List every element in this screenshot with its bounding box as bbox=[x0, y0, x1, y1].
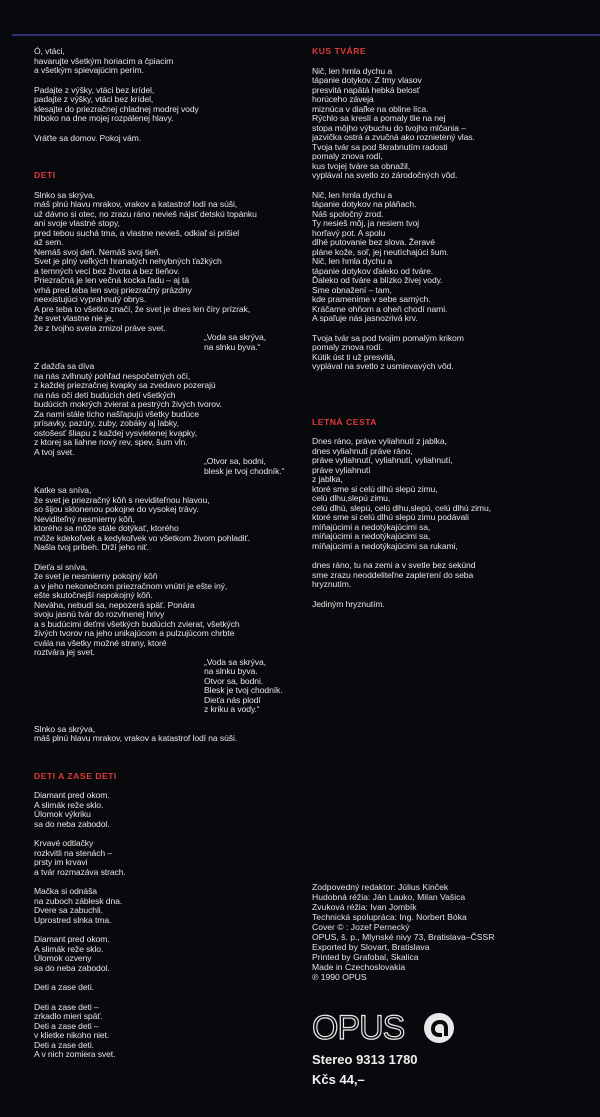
verse-line: A pre teba to všetko značí, že svet je dnes len číry prízrak, bbox=[34, 303, 251, 314]
verse-line: hlboko na dne mojej rozpálenej hlavy. bbox=[34, 113, 174, 123]
verse-line: Dnes ráno, práve vyliahnutí z jablka, bbox=[312, 436, 447, 446]
verse-line: Otvor sa, bodni. bbox=[204, 675, 264, 686]
stanza bbox=[34, 362, 304, 476]
verse-line: a s budúcimi deťmi všetkých budúcich zvierat, všetkých bbox=[34, 618, 240, 629]
credit-line: Hudobná réžia: Ján Lauko, Milan Vašica bbox=[312, 892, 466, 902]
verse-line: máš plnú hlavu mrakov, vrakov a katastrof lodí na súši. bbox=[34, 733, 238, 743]
verse-line: Nič, len hmla dychu a bbox=[312, 189, 393, 200]
verse-line: cvála na všetky možné strany, ktoré bbox=[34, 637, 167, 648]
verse-line: Ty nesieš môj, ja nesiem tvoj bbox=[312, 218, 419, 228]
verse-line: Padajte z výšky, vtáci bez krídel, bbox=[34, 84, 155, 95]
verse-line: dnes ráno, tu na zemi a v svetle bez sekúnd bbox=[312, 560, 476, 570]
verse-line: Krvavé odtlačky bbox=[34, 838, 94, 848]
poem-letna-cesta bbox=[312, 418, 592, 610]
verse-line: a v jeho nekonečnom priezračnom vnútri je ešte iný, bbox=[34, 580, 228, 591]
verse-line: na nás oči detí budúcich detí všetkých bbox=[34, 389, 176, 400]
verse-line: Katke sa sníva, bbox=[34, 485, 92, 495]
verse-line: Deti a zase deti. bbox=[34, 1039, 94, 1050]
verse-line: a všetkým spievajúcim perím. bbox=[34, 65, 144, 75]
credit-line: Cover © : Jozef Pernecký bbox=[312, 922, 410, 932]
stanza bbox=[312, 600, 592, 610]
verse-line: Sme obnažení – tam, bbox=[312, 284, 392, 295]
poem-title-deti: DETI bbox=[34, 170, 56, 180]
verse-line: ostošesť šliapu z každej vysvietenej kvapky, bbox=[34, 427, 197, 438]
verse-line: z každej priezračnej kvapky sa zvedavo pozerajú bbox=[34, 380, 216, 390]
stanza bbox=[34, 47, 304, 76]
verse-line: a temných vecí bez života a bez tieňov. bbox=[34, 265, 180, 276]
verse-line: sme zrazu neoddeliteľne zaplетení do seba bbox=[312, 569, 474, 580]
verse-line: pláne kože, soľ, jej neutíchajúci šum. bbox=[312, 246, 449, 257]
verse-line: budúcich mokrých zvierat a pestrých živých tvorov. bbox=[34, 399, 222, 409]
verse-line: roztvára jej svet. bbox=[34, 647, 95, 657]
left-column bbox=[34, 47, 304, 1070]
verse-line: Ďaleko od tváre a blízko živej vody. bbox=[312, 275, 443, 285]
verse-line: na slnku byva.“ bbox=[204, 341, 261, 352]
credit-line: OPUS, š. p., Mlynské nivy 73, Bratislava–ČSSR bbox=[312, 932, 495, 942]
verse-line: Ó, vtáci, bbox=[34, 46, 65, 56]
verse-line: ani svoje vlastné stopy, bbox=[34, 218, 120, 228]
poem-kus-tvare bbox=[312, 47, 592, 372]
verse-line: A spaľuje nás jasnozrivá krv. bbox=[312, 313, 418, 323]
credit-line: ℗ 1990 OPUS bbox=[312, 972, 367, 982]
stanza bbox=[34, 935, 304, 973]
verse-line: celú dlhu,slepú zimu, bbox=[312, 493, 391, 503]
verse-line: Deti a zase deti. bbox=[34, 982, 94, 992]
verse-line: Uprostred slnka tma. bbox=[34, 914, 112, 925]
verse-line: ktoré sme si celú dlhú slepú zimu podávali bbox=[312, 512, 469, 522]
verse-line: Kráčame ohňom a oheň chodí nami. bbox=[312, 303, 448, 314]
opus-logo bbox=[312, 1008, 462, 1048]
verse-line: tápanie dotykov ďaleko od tváre. bbox=[312, 265, 434, 276]
verse-line: A slimák reže sklo. bbox=[34, 943, 104, 954]
verse-line: Úlomok výkriku bbox=[34, 809, 91, 819]
verse-line: horúceho záveja bbox=[312, 94, 374, 104]
verse-line: z kriku a vody.“ bbox=[204, 704, 260, 714]
verse-line: Našla tvoj príbeh. Drží jeho niť. bbox=[34, 542, 150, 552]
verse-line: Diamant pred okom. bbox=[34, 934, 110, 944]
verse-line: prsty im krvavi bbox=[34, 857, 88, 867]
verse-line: a tvár rozmazáva strach. bbox=[34, 866, 126, 877]
verse-line: kde pramenime v sebe samých. bbox=[312, 294, 431, 304]
verse-line: Deti a zase deti – bbox=[34, 1001, 99, 1012]
credits-block bbox=[312, 882, 592, 982]
catalog-number: Stereo 9313 1780 bbox=[312, 1052, 418, 1067]
stanza bbox=[34, 86, 304, 124]
stanza bbox=[34, 486, 304, 553]
verse-line: Neváha, nebudí sa, nepozerá späť. Ponára bbox=[34, 599, 195, 610]
verse-line: presvitá napätá hebká belosť bbox=[312, 84, 420, 95]
verse-line: práve vyliahnutí, vyliahnutí, vyliahnutí, bbox=[312, 455, 453, 465]
verse-line: môže kdekoľvek a kedykoľvek vo všetkom živom pohladiť. bbox=[34, 532, 250, 543]
verse-line: A tvoj svet. bbox=[34, 446, 75, 457]
verse-line: míňajúcimi a nedotýkajúcimi sa, bbox=[312, 531, 431, 541]
verse-line: klesajte do priezračnej chladnej modrej vody bbox=[34, 103, 199, 114]
verse-line: až sem. bbox=[34, 237, 64, 247]
verse-line: Dieťa si sníva, bbox=[34, 561, 88, 572]
stanza bbox=[34, 983, 304, 993]
verse-line: Blesk je tvoj chodník. bbox=[204, 685, 283, 695]
verse-line: ktorého sa môže stále dotýkať, ktorého bbox=[34, 523, 179, 533]
verse-line: vyplával na svetlo zo zárodočných vôd. bbox=[312, 170, 458, 180]
verse-line: máš plnú hlavu mrakov, vrakov a katastrof lodí na súši, bbox=[34, 199, 238, 209]
opus-logo-mark-icon bbox=[422, 1012, 456, 1044]
verse-line: na zuboch záblesk dna. bbox=[34, 895, 123, 906]
stanza bbox=[34, 725, 304, 744]
stanza bbox=[312, 561, 592, 590]
verse-line: pomaly znova rodí. bbox=[312, 342, 383, 352]
verse-line: ktoré sme si celú dlhú slepú zimu, bbox=[312, 483, 438, 494]
intro-poem bbox=[34, 47, 304, 143]
stanza bbox=[34, 1003, 304, 1060]
verse-line: pred tebou suchá tma, a vlastne nevieš, odkiaľ si prišiel bbox=[34, 227, 240, 238]
verse-line: Tvoja tvár sa pod škrabnutím radosti bbox=[312, 141, 448, 152]
stanza bbox=[34, 839, 304, 877]
verse-line: Nič, len hmla dychu a bbox=[312, 256, 393, 266]
verse-line: dlhé putovanie bez slova. Žeravé bbox=[312, 237, 435, 247]
verse-line: dnes vyliahnutí práve ráno, bbox=[312, 445, 413, 456]
verse-line: miznúca v diaľke na obline líca. bbox=[312, 103, 429, 114]
verse-line: Diamant pred okom. bbox=[34, 790, 110, 800]
verse-line: Jediným hryznutím. bbox=[312, 598, 385, 609]
verse-line: Tvoja tvár sa pod tvojim pomalým krikom bbox=[312, 332, 464, 343]
stanza bbox=[312, 437, 592, 551]
verse-line: „Voda sa skrýva, bbox=[204, 656, 266, 667]
verse-line: A slimák reže sklo. bbox=[34, 799, 104, 810]
top-border-line bbox=[12, 34, 600, 36]
poem-title-deti-a-zase-deti: DETI A ZASE DETI bbox=[34, 770, 117, 781]
credit-line: Exported by Slovart, Bratislava bbox=[312, 942, 430, 952]
right-column bbox=[312, 47, 592, 619]
verse-line: hryznutím. bbox=[312, 579, 352, 589]
verse-line: so šijou sklonenou pokojne do vysokej trávy. bbox=[34, 504, 199, 514]
verse-line: v klietke nikoho niet. bbox=[34, 1030, 110, 1040]
verse-line: Mačka si odnáša bbox=[34, 886, 97, 896]
verse-line: Za nami stále ticho našľapujú všetky budúce bbox=[34, 408, 199, 419]
verse-line: horľavý pot. A spolu bbox=[312, 227, 386, 238]
verse-line: živých tvorov na jeho unikajúcom a pulzujúcom chrbte bbox=[34, 628, 235, 638]
verse-line: Svet je plný veľkých hranatých nehybných ťažkých bbox=[34, 256, 222, 266]
stanza bbox=[312, 191, 592, 324]
credit-line: Made in Czechoslovakia bbox=[312, 962, 406, 972]
verse-line: Vráťte sa domov. Pokoj vám. bbox=[34, 132, 142, 143]
verse-line: ešte skutočnejší nepokojný kôň. bbox=[34, 590, 153, 600]
verse-line: pomaly znova rodí, bbox=[312, 151, 383, 161]
verse-line: že svet vlastne nie je, bbox=[34, 313, 114, 323]
verse-line: Dieťa nás plodí bbox=[204, 694, 261, 705]
verse-line: na slnku byva. bbox=[204, 666, 258, 676]
verse-line: Priezračná je len večná kocka ľadu – aj tá bbox=[34, 275, 189, 285]
verse-line: „Otvor sa, bodni, bbox=[204, 456, 266, 466]
stanza bbox=[312, 67, 592, 181]
verse-line: neexistujúci vyprahnutý obrys. bbox=[34, 294, 147, 304]
verse-line: z ktorej sa liahne nový rev, spev, šum vĺn. bbox=[34, 437, 188, 447]
verse-line: sa do neba zabodol. bbox=[34, 818, 110, 829]
verse-line: že svet je nesmierny pokojný kôň bbox=[34, 571, 158, 581]
verse-line: A v nich zomiera svet. bbox=[34, 1049, 116, 1059]
verse-line: Úlomok ozveny bbox=[34, 953, 92, 963]
poem-title-kus-tvare: KUS TVÁRE bbox=[312, 46, 367, 56]
verse-line: sa do neba zabodol. bbox=[34, 962, 110, 973]
verse-line: rozkvitli na stenách – bbox=[34, 847, 113, 858]
verse-line: z jablka, bbox=[312, 474, 343, 484]
verse-line: svoju jasnú tvár do rozvlnenej hrivy bbox=[34, 609, 165, 619]
verse-line: Neviditeľný nesmierny kôň, bbox=[34, 513, 135, 524]
poem-deti bbox=[34, 171, 304, 744]
verse-line: Rýchlo sa kreslí a pomaly tlie na nej bbox=[312, 113, 446, 123]
verse-line: stopa môjho výbuchu do tvojho mlčania – bbox=[312, 122, 466, 133]
verse-line: „Voda sa skrýva, bbox=[204, 332, 266, 342]
verse-line: že z tvojho sveta zmizol práve svet. bbox=[34, 322, 166, 333]
verse-line: Nemáš svoj deň. Nemáš svoj tieň. bbox=[34, 246, 161, 257]
verse-line: míňajúcimi a nedotýkajúcimi sa rukami, bbox=[312, 540, 458, 551]
verse-line: už dávno si otec, no zrazu ráno nevieš nájsť detskú topánku bbox=[34, 208, 257, 219]
poem-deti-a-zase-deti bbox=[34, 772, 304, 1060]
verse-line: Nič, len hmla dychu a bbox=[312, 65, 393, 76]
verse-line: práve vyliahnutí bbox=[312, 464, 371, 475]
verse-line: tápanie dotykov na pláňach. bbox=[312, 199, 417, 209]
verse-line: havarujte všetkým horiacim a čpiacim bbox=[34, 55, 174, 66]
credit-line: Zvuková réžia: Ivan Jombík bbox=[312, 902, 417, 912]
verse-line: vrhá pred teba len svoj priezračný prázdny bbox=[34, 284, 192, 295]
verse-line: Deti a zase deti – bbox=[34, 1020, 99, 1031]
verse-line: Náš spoločný zrod. bbox=[312, 208, 384, 219]
verse-line: Z dažďa sa díva bbox=[34, 361, 95, 371]
stanza bbox=[34, 887, 304, 925]
verse-line: jazvička ostrá a zvučná ako roznietený vlas. bbox=[312, 132, 475, 142]
price-label: Kčs 44,– bbox=[312, 1072, 365, 1087]
verse-line: blesk je tvoj chodník.“ bbox=[204, 465, 285, 476]
verse-line: Slnko sa skrýva, bbox=[34, 723, 95, 734]
verse-line: zrkadlo mieri späť. bbox=[34, 1011, 103, 1021]
stanza bbox=[34, 191, 304, 353]
verse-line: kus tvojej tváre sa obnažil, bbox=[312, 160, 410, 171]
verse-line: na nás zvlhnutý pohľad nespočetných očí, bbox=[34, 370, 191, 381]
verse-line: vyplával na svetlo z usmievavých vôd. bbox=[312, 361, 454, 371]
stanza bbox=[34, 563, 304, 715]
verse-line: míňajúcimi a nedotýkajúcimi sa, bbox=[312, 521, 431, 532]
stanza bbox=[312, 334, 592, 372]
opus-logo-text: OPUS bbox=[312, 1009, 405, 1047]
stanza bbox=[34, 134, 304, 144]
verse-line: prísavky, pazúry, zuby, zobáky aj labky, bbox=[34, 418, 179, 428]
verse-line: Dvere sa zabuchli. bbox=[34, 905, 103, 915]
verse-line: padajte z výšky, vtáci bez krídel, bbox=[34, 94, 154, 104]
credit-line: Printed by Grafobal, Skalica bbox=[312, 952, 419, 962]
verse-line: tápanie dotykov. Z tmy vlasov bbox=[312, 75, 422, 85]
verse-line: Slnko sa skrýva, bbox=[34, 189, 95, 200]
verse-line: celú dlhú, slepú, celú dlhu,slepú, celú dlhú zimu, bbox=[312, 502, 491, 513]
credit-line: Technická spolupráca: Ing. Norbert Bóka bbox=[312, 912, 467, 922]
verse-line: že svet je priezračný kôň s neviditeľnou hlavou, bbox=[34, 494, 210, 505]
verse-line: Kútik úst ti už presvitá, bbox=[312, 351, 396, 362]
stanza bbox=[34, 791, 304, 829]
credit-line: Zodpovedný redaktor: Július Kinček bbox=[312, 882, 449, 892]
poem-title-letna-cesta: LETNÁ CESTA bbox=[312, 416, 378, 427]
